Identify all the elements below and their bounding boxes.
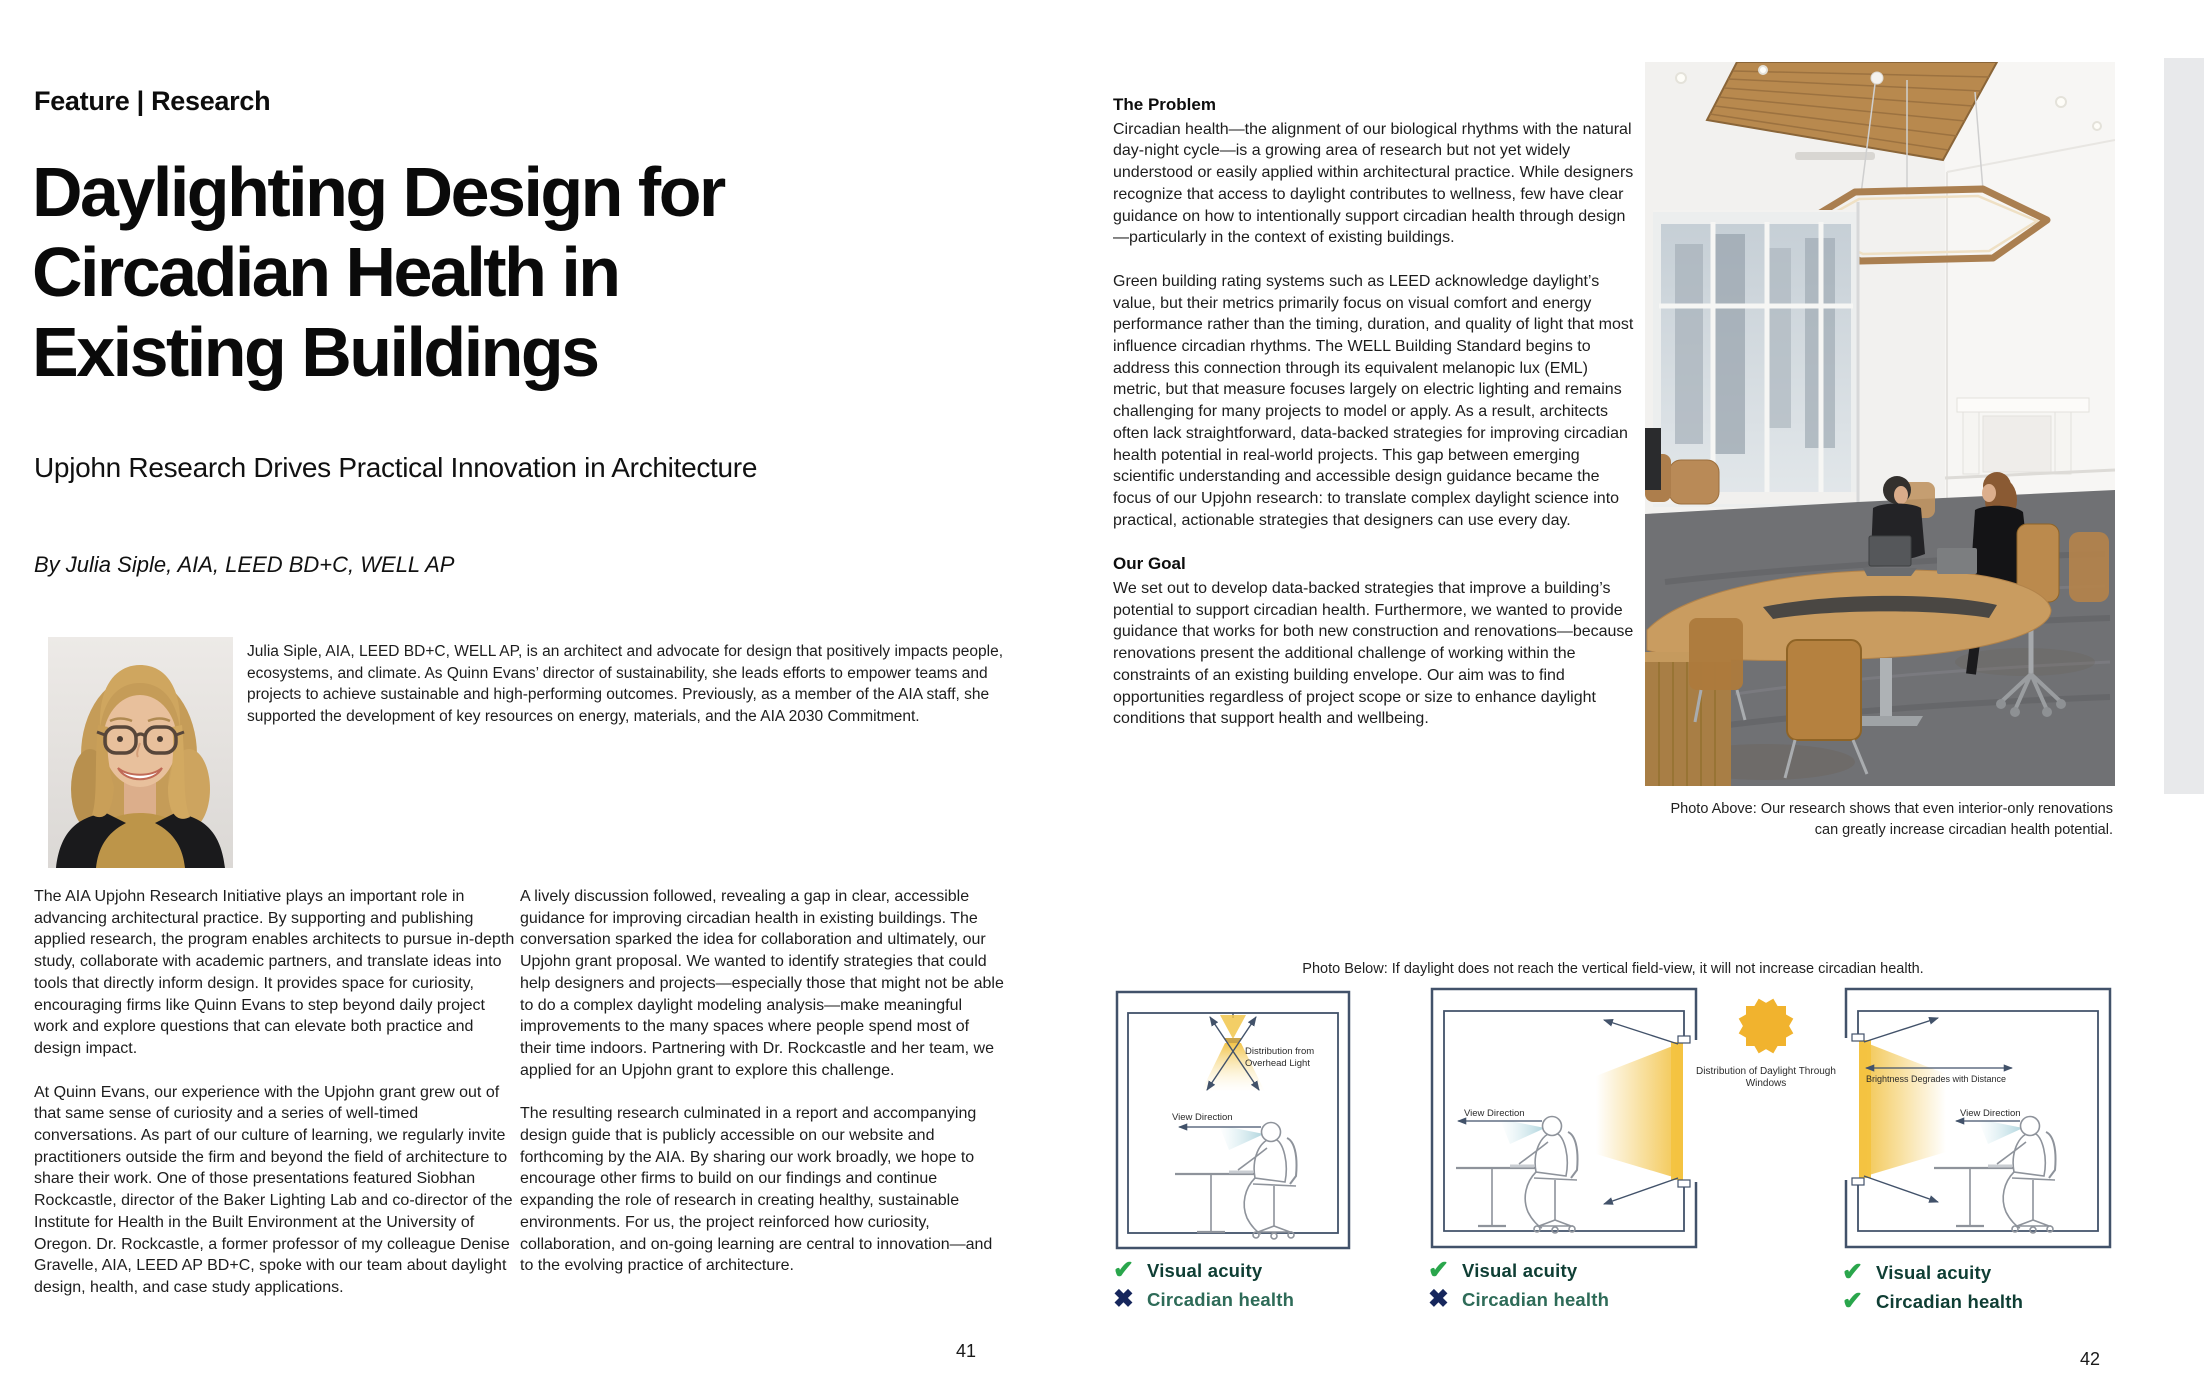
problem-goal-column bbox=[1113, 94, 1640, 752]
view-direction-label: View Direction bbox=[1960, 1108, 2021, 1119]
circadian-health-label: Circadian health bbox=[1462, 1288, 1610, 1310]
legend-row bbox=[1113, 1285, 1294, 1314]
paragraph: At Quinn Evans, our experience with the Upjohn grant grew out of that same sense of curiosity and a series of well-timed conversations. As part of our culture of learning, we regularly invite practitioners outside the firm and beyond the field of architecture to share their work. One of those presentations featured Siobhan Rockcastle, director of the Baker Lighting Lab and co-director of the Institute for Health in the Built Environment at the University of Oregon. Dr. Rockcastle, a former professor of my colleague Denise Gravelle, AIA, LEED AP BD+C, spoke with our team about daylight design, health, and case study applications. bbox=[34, 1083, 513, 1296]
legend-1 bbox=[1113, 1256, 1294, 1314]
legend-row bbox=[1428, 1285, 1609, 1314]
sun-icon bbox=[1724, 984, 1808, 1068]
legend-row bbox=[1428, 1256, 1609, 1285]
view-direction-label: View Direction bbox=[1464, 1108, 1525, 1119]
legend-2 bbox=[1428, 1256, 1609, 1314]
cross-icon: ✖ bbox=[1113, 1285, 1134, 1313]
legend-3 bbox=[1842, 1258, 2023, 1316]
check-icon: ✔ bbox=[1428, 1256, 1449, 1284]
check-icon: ✔ bbox=[1842, 1258, 1863, 1286]
article-subtitle: Upjohn Research Drives Practical Innovation in Architecture bbox=[34, 452, 758, 483]
page-edge bbox=[2164, 58, 2204, 794]
legend-row bbox=[1842, 1287, 2023, 1316]
visual-acuity-label: Visual acuity bbox=[1876, 1261, 1992, 1283]
visual-acuity-label: Visual acuity bbox=[1462, 1259, 1578, 1281]
body-column-2 bbox=[520, 886, 1004, 1299]
body-column-1 bbox=[34, 886, 518, 1321]
paragraph: We set out to develop data-backed strategies that improve a building’s potential to support circadian health. Furthermore, we wanted to provide guidance that works for both new construction and renovations—because renovations present the additional challenge of working within the constraints of an existing building envelope. Our aim was to find opportunities regardless of project scope or size to enhance daylight conditions that support health and wellbeing. bbox=[1113, 580, 1634, 728]
check-icon: ✔ bbox=[1113, 1256, 1134, 1284]
diagram-overhead-light bbox=[1113, 986, 1353, 1254]
paragraph: Circadian health—the alignment of our biological rhythms with the natural day-night cycle—is a growing area of research but not yet widely understood or easily applied within architectural practice. While designers recognize that access to daylight contributes to wellness, few have clear guidance on how to intentionally support circadian health through design—particularly in the context of existing buildings. bbox=[1113, 120, 1634, 247]
page-number-left: 41 bbox=[956, 1341, 977, 1361]
paragraph: The resulting research culminated in a report and accompanying design guide that is publicly accessible on our website and forthcoming by the AIA. By sharing our work broadly, we hope to encourage other firms to build on our findings and continue expanding the role of research in creating healthy, sustainable environments. For us, the project reinforced how curiosity, collaboration, and on-going learning are central to innovation—and to the evolving practice of architecture. bbox=[520, 1105, 993, 1275]
author-portrait bbox=[48, 637, 233, 868]
cross-icon: ✖ bbox=[1428, 1285, 1449, 1313]
circadian-health-label: Circadian health bbox=[1147, 1288, 1295, 1310]
paragraph: The AIA Upjohn Research Initiative plays an important role in advancing architectural practice. By supporting and publishing applied research, the program enables architects to pursue in-depth study, collaborate with academic partners, and translate ideas into tools that directly inform design. It provides space for curiosity, encouraging firms like Quinn Evans to step beyond daily project work and explore questions that can elevate both practice and design impact. bbox=[34, 888, 515, 1057]
article-title bbox=[32, 152, 724, 392]
title-line-2: Circadian Health in bbox=[32, 233, 619, 311]
overhead-light-label: Distribution from Overhead Light bbox=[1245, 1046, 1315, 1069]
circadian-health-label: Circadian health bbox=[1876, 1290, 2024, 1312]
diagram-caption: Photo Below: If daylight does not reach the vertical field-view, it will not increase circadian health. bbox=[1302, 961, 1924, 977]
paragraph: A lively discussion followed, revealing a gap in clear, accessible guidance for improving circadian health in existing buildings. The conversation sparked the idea for collaboration and ultimately, our Upjohn grant proposal. We wanted to identify strategies that could help designers and projects—especially those that might not be able to do a complex daylight modeling analysis—make meaningful improvements to the many spaces where people spend most of their time indoors. Partnering with Dr. Rockcastle and her team, we applied for an Upjohn grant to explore this challenge. bbox=[520, 888, 1004, 1079]
legend-row bbox=[1842, 1258, 2023, 1287]
check-icon: ✔ bbox=[1842, 1287, 1863, 1315]
visual-acuity-label: Visual acuity bbox=[1147, 1259, 1263, 1281]
author-bio: Julia Siple, AIA, LEED BD+C, WELL AP, is an architect and advocate for design that positively impacts people, ecosystems, and climate. As Quinn Evans’ director of sustainability, she leads efforts to empower teams and projects to achieve sustainable and high-performing outcomes. Previously, as a member of the AIA staff, she supported the development of key resources on energy, materials, and the AIA 2030 Commitment. bbox=[247, 643, 1004, 725]
view-direction-label: View Direction bbox=[1172, 1112, 1233, 1123]
article-byline: By Julia Siple, AIA, LEED BD+C, WELL AP bbox=[34, 552, 455, 577]
goal-heading: Our Goal bbox=[1113, 554, 1186, 574]
brightness-distance-label: Brightness Degrades with Distance bbox=[1866, 1074, 2007, 1084]
title-line-3: Existing Buildings bbox=[32, 313, 598, 391]
page-number-right: 42 bbox=[2080, 1349, 2101, 1369]
photo-caption: Photo Above: Our research shows that even interior-only renovations can greatly increase circadian health potential. bbox=[1670, 801, 2113, 838]
sun-label: Distribution of Daylight Through Windows bbox=[1696, 1066, 1836, 1089]
legend-row bbox=[1113, 1256, 1294, 1285]
problem-heading: The Problem bbox=[1113, 95, 1216, 114]
office-photo bbox=[1645, 62, 2115, 786]
section-kicker: Feature | Research bbox=[34, 86, 271, 116]
paragraph: Green building rating systems such as LEED acknowledge daylight’s value, but their metrics primarily focus on visual comfort and energy performance rather than the timing, duration, and quality of light that most influence circadian rhythms. The WELL Building Standard begins to address this connection through its equivalent melanopic lux (EML) metric, but that measure focuses largely on electric lighting and remains challenging for many projects to model or apply. As a result, architects often lack straightforward, data-backed strategies for improving circadian health potential in real-world projects. This gap between emerging scientific understanding and accessible design guidance became the focus of our Upjohn research: to translate complex daylight science into practical, actionable strategies that designers can use every day. bbox=[1113, 272, 1634, 529]
title-line-1: Daylighting Design for bbox=[32, 153, 724, 231]
